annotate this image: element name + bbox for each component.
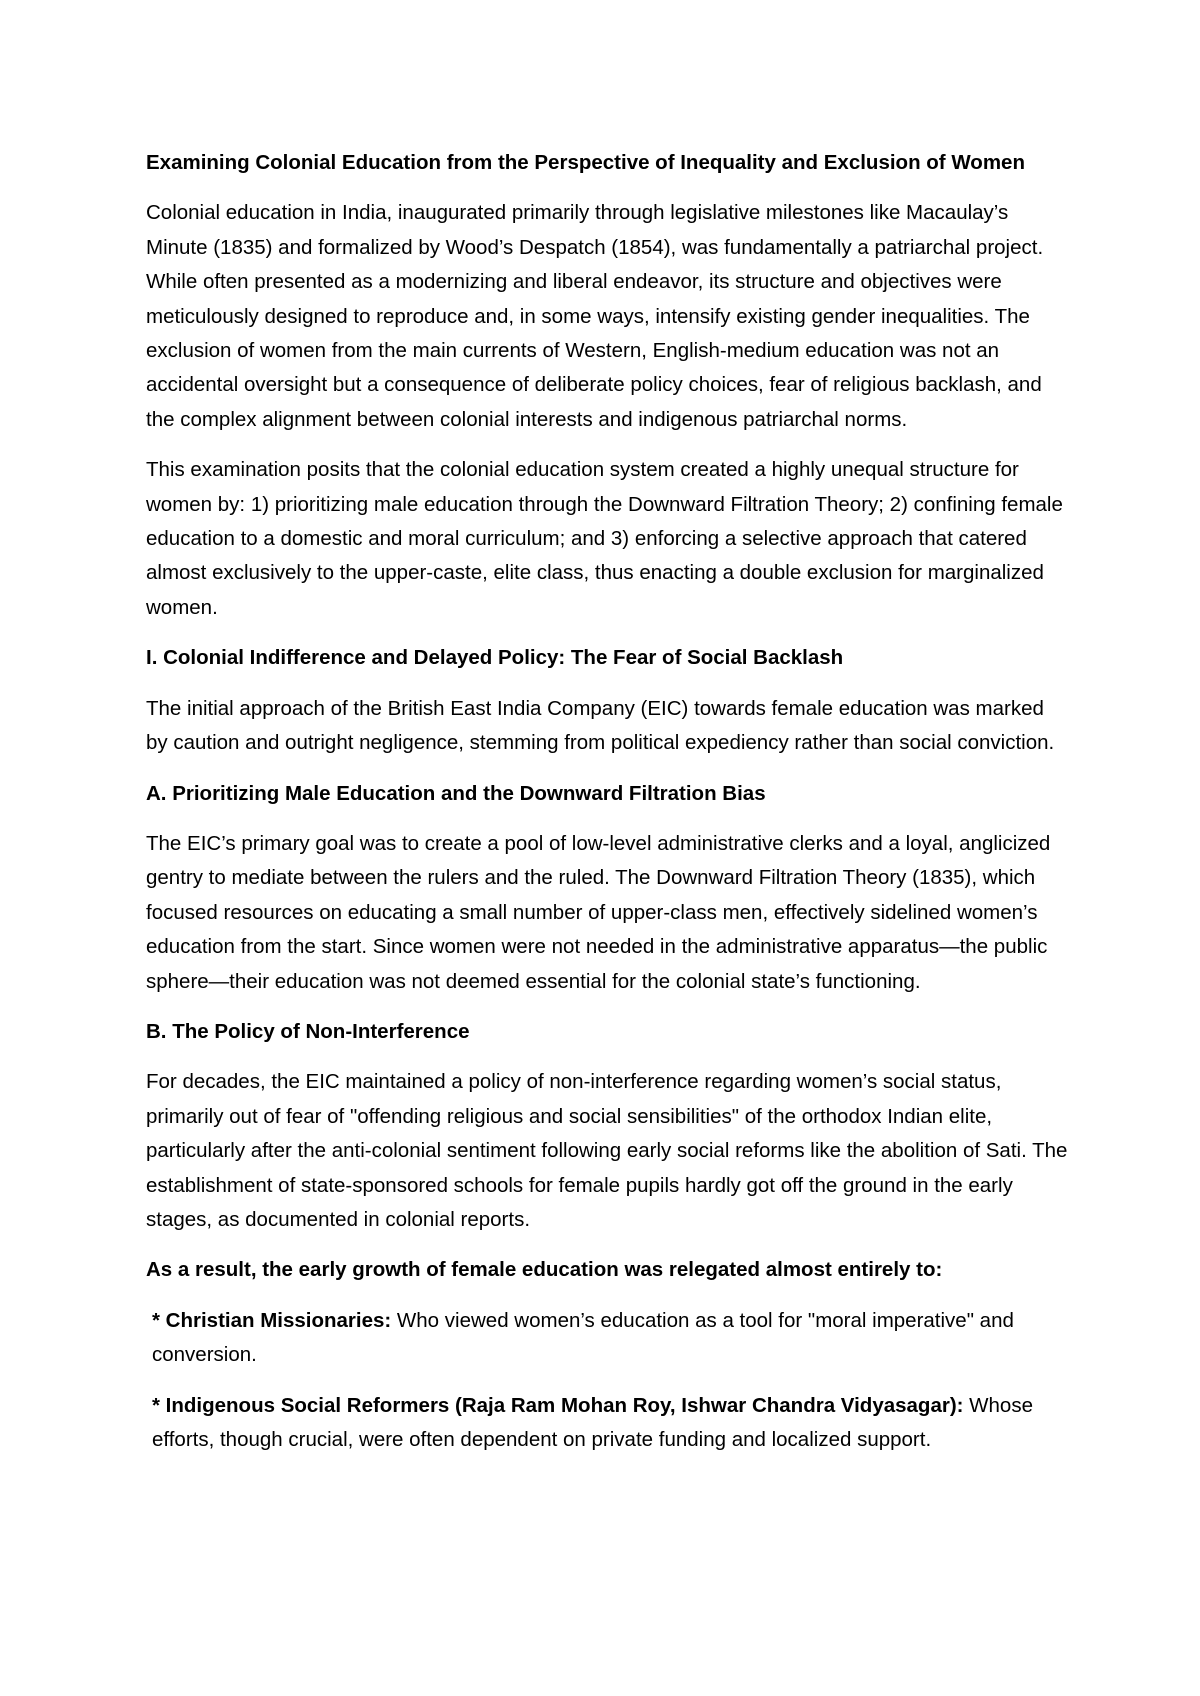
subsection-b-paragraph: For decades, the EIC maintained a policy of non-interference regarding women’s social status, primarily out of fear of "offending religious and social sensibilities" of the orthodox Indian elite, particularly after the anti-colonial sentiment following early social reforms like the abolition of Sati. The establishment of state-sponsored schools for female pupils hardly got off the ground in the early stages, as documented in colonial reports. xyxy=(146,1070,1068,1231)
section-1-heading: I. Colonial Indifference and Delayed Policy: The Fear of Social Backlash xyxy=(146,646,844,670)
intro-paragraph-2: This examination posits that the colonial education system created a highly unequal structure for women by: 1) prioritizing male education through the Downward Filtration Theory; 2) confining female education to a domestic and moral curriculum; and 3) enforcing a selective approach that catered almost exclusively to the upper-caste, elite class, thus enacting a double exclusion for marginalized women. xyxy=(146,458,1063,619)
document-title: Examining Colonial Education from the Perspective of Inequality and Exclusion of Women xyxy=(146,151,1025,174)
subsection-a-heading: A. Prioritizing Male Education and the Downward Filtration Bias xyxy=(146,781,766,805)
result-heading: As a result, the early growth of female education was relegated almost entirely to: xyxy=(146,1258,943,1282)
intro-paragraph-1: Colonial education in India, inaugurated primarily through legislative milestones like Macaulay’s Minute (1835) and formalized by Wood’s Despatch (1854), was fundamentally a patriarchal project. While often presented as a modernizing and liberal endeavor, its structure and objectives were meticulously designed to reproduce and, in some ways, intensify existing gender inequalities. The exclusion of women from the main currents of Western, English-medium education was not an accidental oversight but a consequence of deliberate policy choices, fear of religious backlash, and the complex alignment between colonial interests and indigenous patriarchal norms. xyxy=(146,201,1044,431)
bullet-item-reformers xyxy=(146,1389,1071,1458)
bullet-item-missionaries xyxy=(146,1304,1071,1373)
subsection-a-paragraph: The EIC’s primary goal was to create a pool of low-level administrative clerks and a loyal, anglicized gentry to mediate between the rulers and the ruled. The Downward Filtration Theory (1835), which focused resources on educating a small number of upper-class men, effectively sidelined women’s education from the start. Since women were not needed in the administrative apparatus—the public sphere—their education was not deemed essential for the colonial state’s functioning. xyxy=(146,831,1051,993)
document-body xyxy=(146,146,1071,1473)
bullet-text: Whose efforts, though crucial, were often dependent on private funding and localized support. xyxy=(152,1393,1033,1451)
section-1-paragraph: The initial approach of the British East India Company (EIC) towards female education was marked by caution and outright negligence, stemming from political expediency rather than social conviction. xyxy=(146,696,1055,755)
bullet-text: Who viewed women’s education as a tool for "moral imperative" and conversion. xyxy=(152,1308,1014,1367)
bullet-lead: * Christian Missionaries: xyxy=(152,1308,392,1332)
subsection-b-heading: B. The Policy of Non-Interference xyxy=(146,1019,470,1043)
bullet-lead: * Indigenous Social Reformers (Raja Ram Mohan Roy, Ishwar Chandra Vidyasagar): xyxy=(152,1393,964,1417)
